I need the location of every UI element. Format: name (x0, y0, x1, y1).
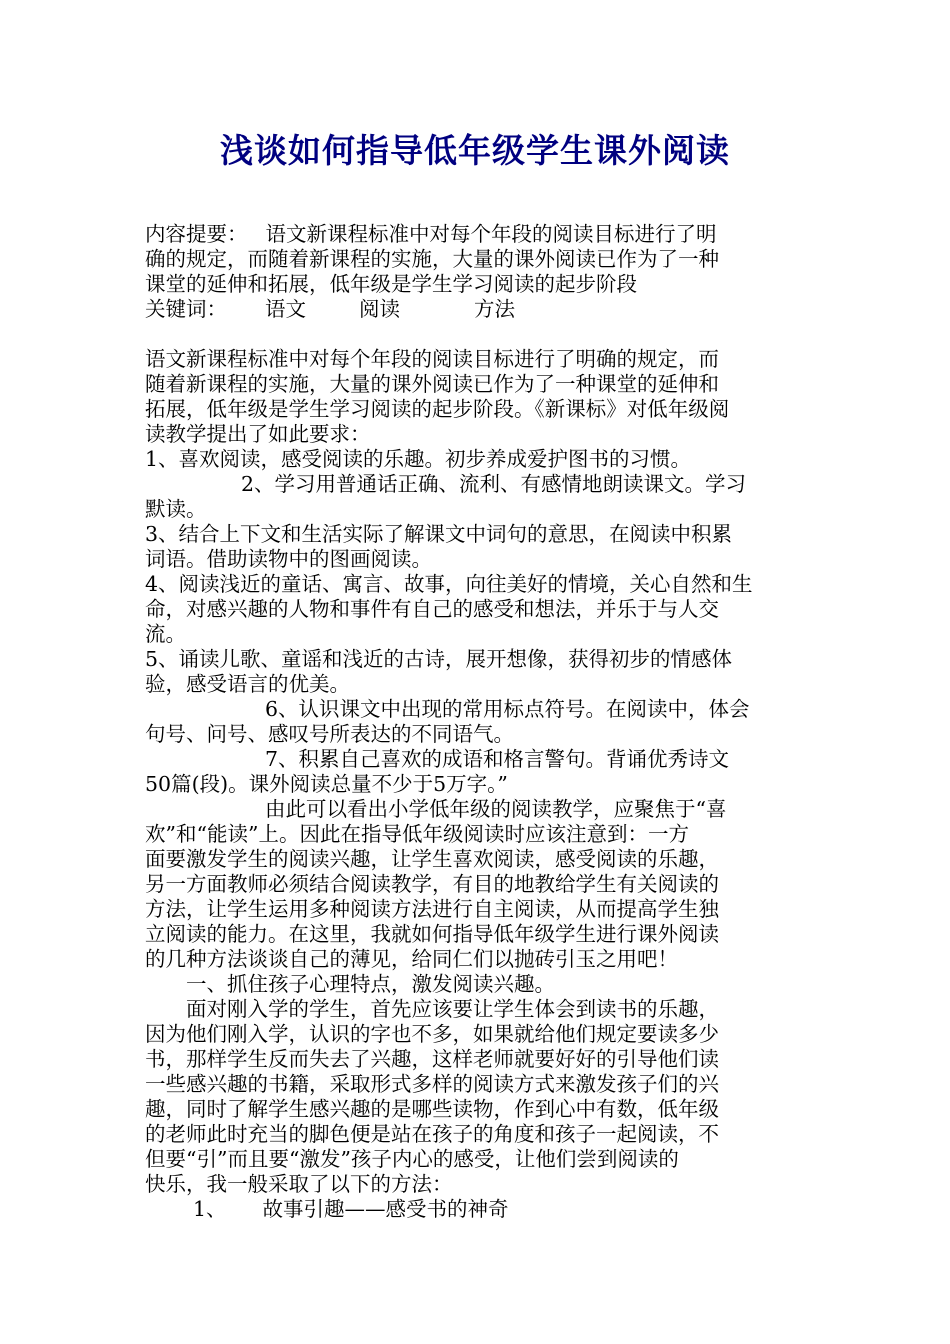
abstract-line (145, 222, 815, 247)
requirement-4-cont: 流。 (145, 622, 186, 646)
discussion-line: 面要激发学生的阅读兴趣，让学生喜欢阅读，感受阅读的乐趣， (145, 847, 719, 871)
section-heading: 一、抓住孩子心理特点，激发阅读兴趣。 (186, 972, 555, 996)
discussion-line: 方法，让学生运用多种阅读方法进行自主阅读，从而提高学生独 (145, 897, 719, 921)
subsection-heading (145, 1197, 815, 1222)
section-paragraph-line: 快乐，我一般采取了以下的方法： (145, 1172, 453, 1196)
requirement-6: 6、认识课文中出现的常用标点符号。在阅读中，体会 (265, 697, 750, 721)
section-paragraph-line: 一些感兴趣的书籍，采取形式多样的阅读方式来激发孩子们的兴 (145, 1072, 719, 1096)
requirement-7-cont: 50篇(段)。课外阅读总量不少于5万字。” (145, 772, 508, 796)
requirement-5: 5、诵读儿歌、童谣和浅近的古诗，展开想像，获得初步的情感体 (145, 647, 733, 671)
subsection-text: 故事引趣——感受书的神奇 (262, 1197, 509, 1221)
discussion-line: 的几种方法谈谈自己的薄见，给同仁们以抛砖引玉之用吧！ (145, 947, 678, 971)
keyword: 语文 (265, 297, 306, 321)
discussion-line: 欢”和“能读”上。因此在指导低年级阅读时应该注意到：一方 (145, 822, 689, 846)
requirement-2: 2、学习用普通话正确、流利、有感情地朗读课文。学习 (241, 472, 747, 496)
keyword: 阅读 (359, 297, 400, 321)
requirement-4-cont: 命，对感兴趣的人物和事件有自己的感受和想法，并乐于与人交 (145, 597, 719, 621)
intro-line: 读教学提出了如此要求： (145, 422, 371, 446)
keywords-label: 关键词： (145, 297, 227, 321)
discussion-line: 另一方面教师必须结合阅读教学，有目的地教给学生有关阅读的 (145, 872, 719, 896)
requirement-6-cont: 句号、问号、感叹号所表达的不同语气。 (145, 722, 514, 746)
section-paragraph-line: 书，那样学生反而失去了兴趣，这样老师就要好好的引导他们读 (145, 1047, 719, 1071)
requirement-3-cont: 词语。借助读物中的图画阅读。 (145, 547, 432, 571)
subsection-number: 1、 (193, 1197, 227, 1221)
blank-line (145, 322, 815, 347)
keywords-line (145, 297, 815, 322)
document-body (145, 222, 815, 1222)
requirement-2-cont: 默读。 (145, 497, 207, 521)
section-paragraph-line: 的老师此时充当的脚色便是站在孩子的角度和孩子一起阅读，不 (145, 1122, 719, 1146)
section-paragraph-line: 但要“引”而且要“激发”孩子内心的感受，让他们尝到阅读的 (145, 1147, 679, 1171)
document-title: 浅谈如何指导低年级学生课外阅读 (220, 131, 730, 170)
intro-line: 随着新课程的实施，大量的课外阅读已作为了一种课堂的延伸和 (145, 372, 719, 396)
abstract-label: 内容提要： (145, 222, 248, 246)
abstract-line: 确的规定，而随着新课程的实施，大量的课外阅读已作为了一种 (145, 247, 719, 271)
intro-line: 语文新课程标准中对每个年段的阅读目标进行了明确的规定，而 (145, 347, 719, 371)
keyword: 方法 (474, 297, 515, 321)
discussion-line: 由此可以看出小学低年级的阅读教学，应聚焦于“喜 (265, 797, 727, 821)
intro-line: 拓展，低年级是学生学习阅读的起步阶段。《新课标》对低年级阅 (145, 397, 730, 421)
section-paragraph-line: 面对刚入学的学生，首先应该要让学生体会到读书的乐趣， (186, 997, 719, 1021)
requirement-5-cont: 验，感受语言的优美。 (145, 672, 350, 696)
requirement-7: 7、积累自己喜欢的成语和格言警句。背诵优秀诗文 (265, 747, 730, 771)
abstract-line: 课堂的延伸和拓展，低年级是学生学习阅读的起步阶段 (145, 272, 637, 296)
section-paragraph-line: 因为他们刚入学，认识的字也不多，如果就给他们规定要读多少 (145, 1022, 719, 1046)
requirement-1: 1、喜欢阅读，感受阅读的乐趣。初步养成爱护图书的习惯。 (145, 447, 692, 471)
section-paragraph-line: 趣，同时了解学生感兴趣的是哪些读物，作到心中有数，低年级 (145, 1097, 719, 1121)
requirement-3: 3、结合上下文和生活实际了解课文中词句的意思，在阅读中积累 (145, 522, 733, 546)
abstract-text: 语文新课程标准中对每个年段的阅读目标进行了明 (265, 222, 717, 246)
discussion-line: 立阅读的能力。在这里，我就如何指导低年级学生进行课外阅读 (145, 922, 719, 946)
requirement-4: 4、阅读浅近的童话、寓言、故事，向往美好的情境，关心自然和生 (145, 572, 753, 596)
